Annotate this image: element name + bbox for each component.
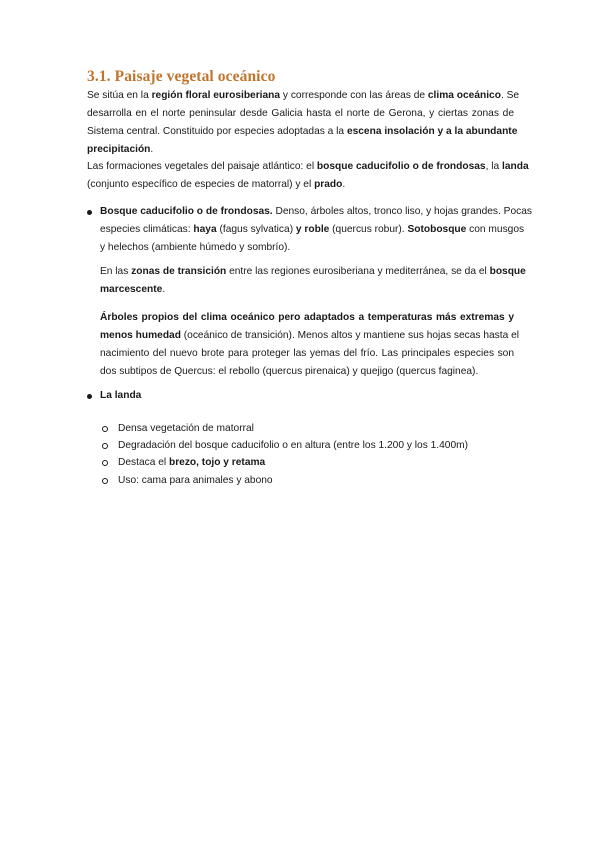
landa-list-item: Destaca el brezo, tojo y retama [118,457,266,469]
text-line: especies climáticas: haya (fagus sylvatica) y roble (quercus robur). Sotobosque con musgos [100,223,525,235]
text-line: (conjunto específico de especies de matorral) y el prado. [87,178,346,190]
text-line: marcescente. [100,283,166,295]
sub-bullet-circle [102,443,108,449]
text-line: Las formaciones vegetales del paisaje atlántico: el bosque caducifolio o de frondosas, la landa [87,161,529,172]
text-line: Se sitúa en la región floral eurosiberiana y corresponde con las áreas de clima oceánico. Se [87,90,520,101]
bullet-dot [87,210,92,215]
text-line: dos subtipos de Quercus: el rebollo (quercus pirenaica) y quejigo (quercus faginea). [100,365,479,377]
marcescente-paragraph [100,309,520,381]
landa-label [100,387,514,405]
text-line: En las zonas de transición entre las regiones eurosiberiana y mediterránea, se da el bosque [100,266,526,277]
text-line: desarrolla en el norte peninsular desde Galicia hasta el norte de Gerona, y ciertas zonas de [87,107,514,119]
text-line: menos humedad (oceánico de transición). Menos altos y mantiene sus hojas secas hasta el [100,329,520,341]
landa-list-item: Uso: cama para animales y abono [118,474,273,486]
section-heading: 3.1. Paisaje vegetal oceánico [87,68,276,85]
sub-bullet-circle [102,460,108,466]
text-line: Bosque caducifolio o de frondosas. Denso, árboles altos, tronco liso, y hojas grandes. Pocas [100,206,532,217]
sub-bullet-circle [102,426,108,432]
landa-list-item: Densa vegetación de matorral [118,423,254,434]
text-line: nacimiento del nuevo brote para proteger las yemas del frío. Las principales especies son [100,347,514,359]
text-line: y helechos (ambiente húmedo y sombrío). [100,241,291,253]
text-line: precipitación. [87,143,154,155]
sub-bullet-circle [102,478,108,484]
bosque-caducifolio-text [100,203,532,257]
intro-paragraph [87,87,520,159]
formations-paragraph [87,158,529,194]
text-line: Sistema central. Constituido por especies adoptadas a la escena insolación y a la abundante [87,125,518,137]
transition-paragraph [100,263,526,299]
text-line: Árboles propios del clima oceánico pero adaptados a temperaturas más extremas y [100,312,514,323]
bullet-dot [87,394,92,399]
landa-label-text: La landa [100,390,142,401]
landa-list-item: Degradación del bosque caducifolio o en altura (entre los 1.200 y los 1.400m) [118,440,468,452]
